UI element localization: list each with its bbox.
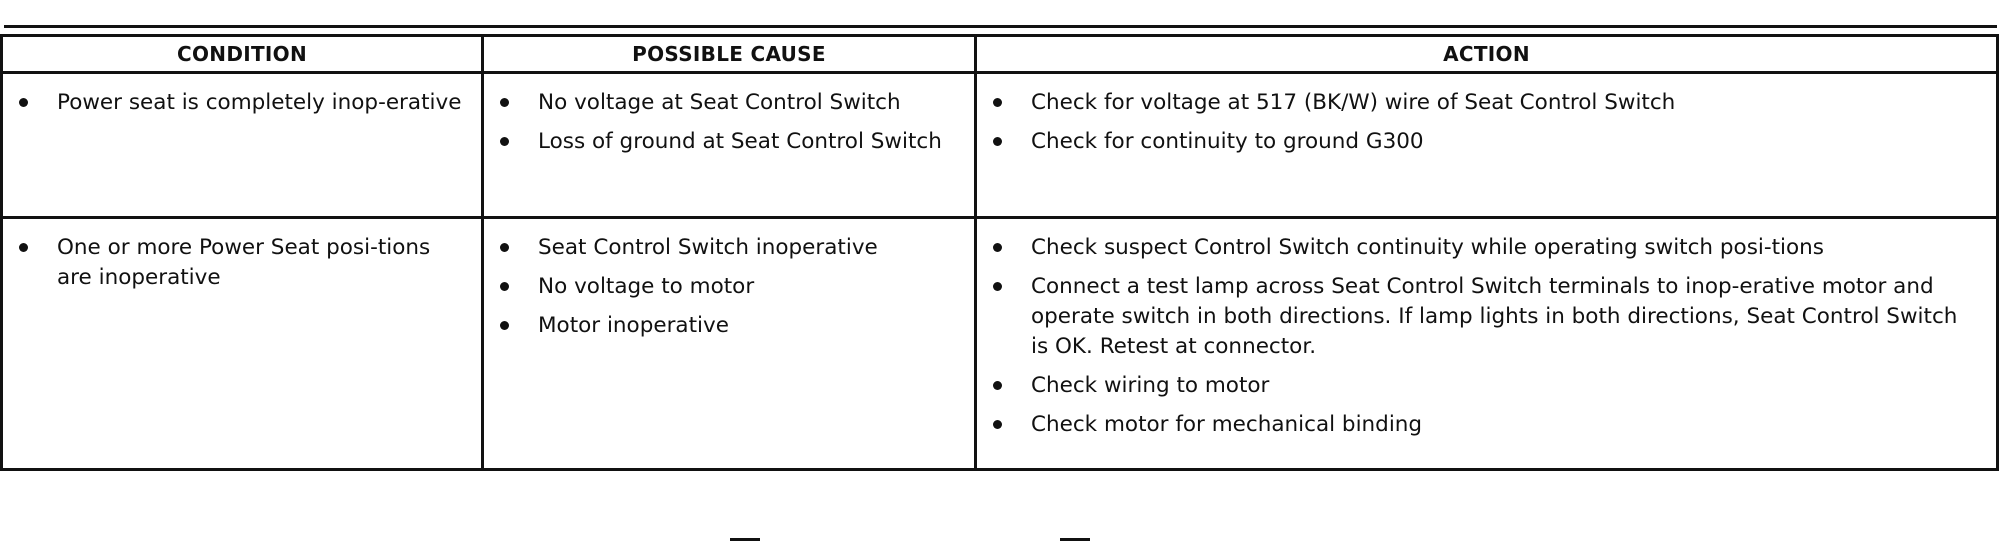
table-row [2, 73, 1998, 218]
action-cell [976, 73, 1998, 218]
action-item: Check for voltage at 517 (BK/W) wire of Seat Control Switch [987, 88, 1980, 118]
cause-item: No voltage at Seat Control Switch [494, 88, 958, 118]
condition-cell [2, 218, 483, 470]
cause-item: No voltage to motor [494, 272, 958, 302]
action-item: Connect a test lamp across Seat Control Switch terminals to inop-erative motor and operate switch in both directions. If lamp lights in both directions, Seat Control Switch is OK. Retest at connector. [987, 272, 1980, 362]
diagnosis-table [0, 34, 1999, 471]
cause-item: Motor inoperative [494, 311, 958, 341]
header-condition: CONDITION [2, 36, 483, 73]
header-possible-cause: POSSIBLE CAUSE [483, 36, 976, 73]
table-row [2, 218, 1998, 470]
condition-item: One or more Power Seat posi-tions are inoperative [13, 233, 465, 293]
action-item: Check motor for mechanical binding [987, 410, 1980, 440]
scan-mark [730, 538, 760, 541]
action-cell [976, 218, 1998, 470]
header-row [2, 36, 1998, 73]
scan-mark [1060, 538, 1090, 541]
header-action: ACTION [976, 36, 1998, 73]
action-item: Check for continuity to ground G300 [987, 127, 1980, 157]
action-item: Check suspect Control Switch continuity while operating switch posi-tions [987, 233, 1980, 263]
condition-cell [2, 73, 483, 218]
cause-cell [483, 218, 976, 470]
top-rule [4, 25, 1997, 28]
condition-item: Power seat is completely inop-erative [13, 88, 465, 118]
cause-item: Loss of ground at Seat Control Switch [494, 127, 958, 157]
cause-cell [483, 73, 976, 218]
action-item: Check wiring to motor [987, 371, 1980, 401]
cause-item: Seat Control Switch inoperative [494, 233, 958, 263]
